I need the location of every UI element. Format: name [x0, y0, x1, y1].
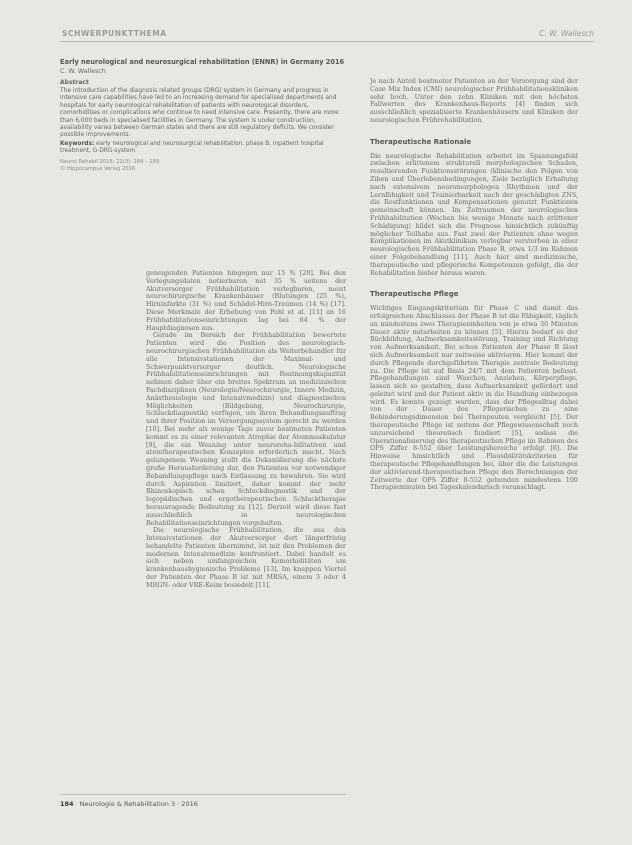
paragraph: geneigenden Patienten hingegen nur 15 % [20]. Bei den Verlegungsdaten notierbaren mit 35 % seitens der Akutversorger Frühhabilitation verlegbaren, meist neurochirurgische Krankenhäuser (Blutungen (25 %), Hirninfarkte (31 %) und Schädel-Hirn-Traumen (14 %) [17]. Diese Merkmale der Erhebung von Pohl et al. [11] an 16 Frühhabilitationseinrichtungen lag bei 64 % der Hauptdiagnosen aus.	[146, 269, 346, 332]
abstract-author: C. W. Wallesch	[60, 68, 106, 75]
footer-rule	[60, 794, 346, 795]
journal-name: Neurologie & Rehabilitation 3 · 2016	[79, 800, 198, 808]
english-abstract	[60, 58, 346, 173]
abstract-heading: Abstract	[60, 79, 89, 86]
section-heading: Therapeutische Rationale	[370, 137, 472, 146]
left-text-column	[146, 270, 346, 590]
citation-meta	[60, 159, 346, 172]
abstract-text: The introduction of the diagnosis related groups (DRG) system in Germany and progress in intensive care capabilities have led to an increasing demand for specialised departments and hospitals for early neurological rehabilitation of patients with neurological disorders, comorbidities or complications who continue to need intensive care. Presently, there are more than 6,000 beds in specialised facilities in Germany. The system is under construction, availability varies between German states and there are still regulatory deficits. We consider possible improvements.	[60, 88, 339, 139]
header-rule	[60, 41, 594, 42]
section-label: SCHWERPUNKTTHEMA	[62, 29, 167, 38]
keywords	[60, 141, 346, 156]
copyright-line: © Hippocampus Verlag 2016	[60, 166, 136, 173]
page-footer	[60, 800, 198, 808]
keywords-label: Keywords:	[60, 140, 95, 147]
paragraph: Die neurologische Rehabilitation arbeitet im Spannungsfeld zwischen erlittenem strukturell morphologischen Schaden, resultierenden Funktionsstörungen (klinische den Folgen von Ziben und Überlebensbedingungen, Ziele bezüglich Erhaltung nach extensivem neuromorphologen Rhythmen und der Lernfähigkeit und Trainierbarkeit nach der geschädigten ZNS, die Restfunktionen und Kompensationen genutzt Funktionen gemeinschaft können. Im Zeitraumen der neurologischen Frühhabilitation (Wochen bis wenige Monate nach erlittener Schädigung) bildet sich die Prognose hinsichtlich zukünftig möglicher Teilhabe aus. Fast zwei der Patienten ohne wegen Komplikationen im Akutklinikum verlegbar verstorben in einer neurologischen Frühhabilitation Phase B, etwa 1/3 im Rahmen einer Folgebehandlung [11]. Auch hier sind medizinische, therapeutische und pflegerische Kompetenzen gefolgt, die der Rehabilitation bisher heraus waren.	[370, 151, 578, 277]
right-text-column	[370, 78, 578, 492]
section-heading: Therapeutische Pflege	[370, 290, 459, 299]
keywords-text: early neurological and neurosurgical rehabilitation, phase B, inpatient hospital treatment, G-DRG-system	[60, 140, 324, 155]
abstract-title: Early neurological and neurosurgical rehabilitation (ENNR) in Germany 2016	[60, 58, 345, 66]
citation-line: Neurol Rehabil 2016; 22(3): 184 – 189	[60, 159, 160, 166]
running-author: C. W. Wallesch	[539, 29, 594, 38]
paragraph: Wichtiges Eingangskriterium für Phase C und damit das erfolgreichen Abschlusses der Phase B ist die Fähigkeit, täglich an mindestens zwei Therapieeinheiten von je etwa 30 Minuten Dauer aktiv mitarbeiten zu können [5]. Hierzu bedarf es der Rückbildung, Aufmerksamkeitsstörung, Training und Richtung von Aufmerksamkeit. Bei schon Patienten der Phase B lässt sich Aufmerksamkeit nur zeitweise aktivieren. Hier kommt der durch Pflegende durchgeführten Therapie zentrale Bedeutung zu. Die Pflege ist auf Basis 24/7 mit dem Patienten befasst. Pflegehandlungen sind Waschen, Anziehen, Körperpflege, lassen sich so gestalten, dass Aufmerksamkeit gefördert und geleitet wird und der Patient aktiv in die Handlung einbezogen wird. Es konnte gezeigt werden, dass der Pflegealltag dabei von der Dauer des Pflegerischen zu eine Behinderungsdimension bei Therapeuten vergleicht [5]. Der therapeutische Pflege ist seitens der Pflegewissenschaft noch unzureichend theoretisch fundiert [5], sodass die Operationalisierung des therapeutischen Pflege im Rahmen des OPS Ziffer 8-552 über Leistungsbereiche erfolgt [6]. Die Hinweise hinsichtlich und Plausibilitätskriterien für therapeutische Pflegehandlungen bei, über die die Leistungen der aktivierend-therapeutischen Pflege den Berechnungen der Zeitwerte der OPS Ziffer 8-552 gebunden mindestens 100 Therapieminuten bei Tageskalendarisch veranschlagt.	[370, 304, 578, 492]
paragraph: Je nach Anteil beatmeter Patienten an der Versorgung sind der Case Mix Index (CMI) neurologischer Frühhabilitationskliniken sehr hoch. Unter den zehn Kliniken mit den höchsten Fallwerten des Krankenhaus-Reports [4] finden sich ausschließlich spezialisierte Krankenhäusern und Kliniken der neurologischen Frührehabilitation.	[370, 77, 578, 124]
paragraph: Die neurologische Frühhabilitation, die aus den Intensivstationen der Akutversorger dort längerfristig behandelte Patienten übernimmt, ist mit den Problemen der modernen Intensivmedizin konfrontiert. Dabei handelt es sich neben umfangreichen Komorbiditäten um krankenhaushygienische Probleme [13]. Im knappen Viertel der Patienten der Phase B ist mit MRSA, einem 3 oder 4 MRGN- oder VRE-Keim besiedelt [11].	[146, 526, 346, 589]
page-number: 184	[60, 800, 74, 808]
paragraph: Gerade im Bereich der Frühhabilitation bewertete Patienten wird die Position des neurologisch-neurochirurgischen Frühhabilitation als Weiterbehandler für alle Intensivstationen der Maximal- und Schwerpunktversorger deutlich. Neurologische Frühhabilitationseinrichtungen mit Beatmungskapazität nehmen daher über ein breites Spektrum an medizinischen Fachdisziplinen (Neurologie/Neurochirurgie, Innere Medizin, Anästhesiologie und Intensivmedizin) und diagnostischen Möglichkeiten (Bildgebung, Neurochirurgie, Schluckdiagnostik) verfügen, um ihren Behandlungsauftrag und ihrer Position im Versorgungssystem gerecht zu werden [10]. Bei mehr als wenige Tage zuvor beatmeten Patienten kommt es zu einer relevanten Atrophie der Atemmuskulatur [9], die ein Weaning unter neuroreha-bilitativen und atemtherapeutischen Konzepten erforderlich macht. Nach gelungenem Weaning stellt die Dekanülierung die nächste große Herausforderung dar, den Patienten vor notwendiger Behandlungspflege nach Entlassung zu bewahren. Sie wird durch Aspiration limitiert, daher kommt der mehr Rhinoskopisch schen Schluckdiagnostik und der logopädischen und ergotherapeutischen Schlucktherapie herausragende Bedeutung zu [12]. Derzeit wird diese fast ausschließlich in neurologischen Rehabilitationseinrichtungen vorgehalten.	[146, 331, 346, 527]
